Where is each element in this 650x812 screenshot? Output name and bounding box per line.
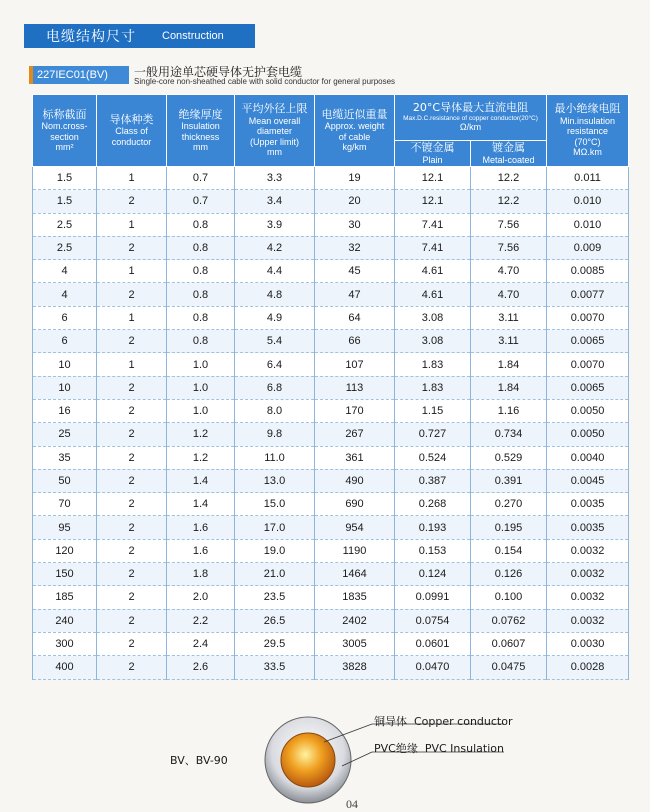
table-cell: 0.391 (471, 469, 547, 492)
table-row (33, 609, 629, 632)
table-cell: 0.0077 (547, 283, 629, 306)
table-cell: 0.0065 (547, 376, 629, 399)
table-cell: 19 (315, 167, 395, 190)
table-cell: 0.193 (395, 516, 471, 539)
table-cell: 12.2 (471, 167, 547, 190)
table-cell: 12.1 (395, 190, 471, 213)
table-cell: 2.5 (33, 213, 97, 236)
page-number: 04 (346, 797, 358, 811)
table-cell: 0.7 (167, 167, 235, 190)
table-cell: 0.8 (167, 260, 235, 283)
table-cell: 3005 (315, 632, 395, 655)
table-cell: 113 (315, 376, 395, 399)
cable-diagram (24, 710, 630, 809)
table-row (33, 236, 629, 259)
table-cell: 0.270 (471, 493, 547, 516)
table-cell: 13.0 (235, 469, 315, 492)
table-cell: 1.5 (33, 167, 97, 190)
model-desc-en: Single-core non-sheathed cable with solid conductor for general purposes (134, 77, 396, 86)
table-cell: 0.0050 (547, 423, 629, 446)
table-row (33, 563, 629, 586)
table-cell: 12.2 (471, 190, 547, 213)
table-cell: 1.6 (167, 516, 235, 539)
table-row (33, 586, 629, 609)
model-desc-zh: 一般用途单芯硬导体无护套电缆 (134, 65, 303, 79)
table-cell: 1.83 (395, 376, 471, 399)
table-cell: 0.124 (395, 563, 471, 586)
table-cell: 3.08 (395, 330, 471, 353)
table-cell: 0.0028 (547, 656, 629, 679)
table-cell: 0.0050 (547, 399, 629, 422)
table-cell: 0.8 (167, 283, 235, 306)
table-cell: 3.11 (471, 330, 547, 353)
table-row (33, 423, 629, 446)
table-cell: 1.2 (167, 446, 235, 469)
table-cell: 12.1 (395, 167, 471, 190)
table-row (33, 376, 629, 399)
table-cell: 1.16 (471, 399, 547, 422)
table-cell: 0.0475 (471, 656, 547, 679)
table-cell: 2 (97, 469, 167, 492)
table-cell: 0.0032 (547, 609, 629, 632)
table-cell: 300 (33, 632, 97, 655)
table-cell: 2 (97, 446, 167, 469)
table-cell: 50 (33, 469, 97, 492)
table-row (33, 283, 629, 306)
table-cell: 4.4 (235, 260, 315, 283)
table-cell: 1.5 (33, 190, 97, 213)
col-header-dc-resistance: 20°C导体最大直流电阻 Max.D.C.resistance of copper conductor(20°C) Ω/km (395, 95, 547, 141)
table-cell: 0.0601 (395, 632, 471, 655)
table-cell: 0.0065 (547, 330, 629, 353)
table-cell: 45 (315, 260, 395, 283)
table-cell: 1 (97, 353, 167, 376)
table-cell: 9.8 (235, 423, 315, 446)
table-row (33, 306, 629, 329)
table-cell: 2 (97, 539, 167, 562)
section-banner (24, 24, 255, 48)
table-cell: 240 (33, 609, 97, 632)
table-cell: 4.9 (235, 306, 315, 329)
table-cell: 11.0 (235, 446, 315, 469)
table-cell: 1190 (315, 539, 395, 562)
table-row (33, 260, 629, 283)
section-title-zh: 电缆结构尺寸 (46, 29, 136, 45)
table-cell: 0.010 (547, 213, 629, 236)
table-cell: 4.61 (395, 260, 471, 283)
table-cell: 26.5 (235, 609, 315, 632)
col-header-metal-coated: 镀金属 Metal-coated (471, 141, 547, 167)
table-row (33, 632, 629, 655)
table-cell: 15.0 (235, 493, 315, 516)
table-cell: 1 (97, 213, 167, 236)
table-cell: 1.0 (167, 376, 235, 399)
table-cell: 2 (97, 423, 167, 446)
table-cell: 490 (315, 469, 395, 492)
table-cell: 0.153 (395, 539, 471, 562)
table-cell: 6 (33, 306, 97, 329)
table-cell: 2 (97, 190, 167, 213)
table-row (33, 399, 629, 422)
table-cell: 0.0030 (547, 632, 629, 655)
table-cell: 29.5 (235, 632, 315, 655)
table-cell: 66 (315, 330, 395, 353)
table-cell: 0.727 (395, 423, 471, 446)
table-cell: 1.83 (395, 353, 471, 376)
table-cell: 0.524 (395, 446, 471, 469)
table-cell: 6.8 (235, 376, 315, 399)
table-cell: 0.0070 (547, 306, 629, 329)
table-cell: 0.009 (547, 236, 629, 259)
table-cell: 0.8 (167, 213, 235, 236)
section-title-en: Construction (162, 30, 224, 42)
table-cell: 2402 (315, 609, 395, 632)
table-cell: 2 (97, 563, 167, 586)
table-cell: 0.268 (395, 493, 471, 516)
table-cell: 0.0032 (547, 586, 629, 609)
table-cell: 1.84 (471, 353, 547, 376)
table-cell: 120 (33, 539, 97, 562)
table-cell: 170 (315, 399, 395, 422)
table-cell: 954 (315, 516, 395, 539)
conductor-label: 铜导体 Copper conductor (374, 715, 513, 728)
table-row (33, 469, 629, 492)
table-cell: 0.7 (167, 190, 235, 213)
table-cell: 0.0991 (395, 586, 471, 609)
table-cell: 1.2 (167, 423, 235, 446)
table-row (33, 353, 629, 376)
table-cell: 400 (33, 656, 97, 679)
table-cell: 1 (97, 260, 167, 283)
table-cell: 3.08 (395, 306, 471, 329)
model-heading (24, 61, 630, 88)
table-cell: 0.8 (167, 306, 235, 329)
table-cell: 95 (33, 516, 97, 539)
table-cell: 0.126 (471, 563, 547, 586)
table-cell: 7.41 (395, 213, 471, 236)
table-row (33, 213, 629, 236)
table-row (33, 190, 629, 213)
table-cell: 690 (315, 493, 395, 516)
table-cell: 7.56 (471, 236, 547, 259)
table-cell: 2 (97, 376, 167, 399)
table-cell: 2.2 (167, 609, 235, 632)
table-cell: 1464 (315, 563, 395, 586)
table-cell: 0.0040 (547, 446, 629, 469)
table-cell: 2.6 (167, 656, 235, 679)
table-row (33, 493, 629, 516)
table-cell: 19.0 (235, 539, 315, 562)
table-cell: 1 (97, 167, 167, 190)
table-cell: 21.0 (235, 563, 315, 586)
col-header-conductor-class: 导体种类 Class of conductor (97, 95, 167, 167)
table-cell: 1.84 (471, 376, 547, 399)
table-cell: 0.8 (167, 330, 235, 353)
table-cell: 2.4 (167, 632, 235, 655)
table-cell: 1.6 (167, 539, 235, 562)
table-row (33, 656, 629, 679)
table-cell: 70 (33, 493, 97, 516)
table-cell: 2 (97, 493, 167, 516)
table-cell: 0.0032 (547, 539, 629, 562)
table-cell: 4.70 (471, 283, 547, 306)
table-cell: 32 (315, 236, 395, 259)
table-body (33, 167, 629, 680)
table-row (33, 539, 629, 562)
table-cell: 47 (315, 283, 395, 306)
table-cell: 0.0070 (547, 353, 629, 376)
table-cell: 33.5 (235, 656, 315, 679)
col-header-insulation-thickness: 绝缘厚度 Insulation thickness mm (167, 95, 235, 167)
table-cell: 30 (315, 213, 395, 236)
table-cell: 7.56 (471, 213, 547, 236)
table-cell: 361 (315, 446, 395, 469)
table-cell: 3.11 (471, 306, 547, 329)
table-cell: 3.4 (235, 190, 315, 213)
table-cell: 1.0 (167, 399, 235, 422)
table-cell: 2 (97, 236, 167, 259)
table-cell: 4 (33, 283, 97, 306)
table-cell: 6.4 (235, 353, 315, 376)
table-row (33, 330, 629, 353)
table-cell: 4.61 (395, 283, 471, 306)
table-cell: 4 (33, 260, 97, 283)
table-cell: 0.195 (471, 516, 547, 539)
table-cell: 2 (97, 586, 167, 609)
table-cell: 0.0035 (547, 516, 629, 539)
table-cell: 0.154 (471, 539, 547, 562)
diagram-model-label: BV、BV-90 (170, 754, 228, 767)
table-cell: 107 (315, 353, 395, 376)
table-cell: 0.0754 (395, 609, 471, 632)
table-cell: 0.8 (167, 236, 235, 259)
table-cell: 8.0 (235, 399, 315, 422)
table-cell: 1835 (315, 586, 395, 609)
table-cell: 267 (315, 423, 395, 446)
table-row (33, 516, 629, 539)
table-cell: 0.0607 (471, 632, 547, 655)
table-cell: 0.387 (395, 469, 471, 492)
table-cell: 20 (315, 190, 395, 213)
table-cell: 7.41 (395, 236, 471, 259)
table-cell: 23.5 (235, 586, 315, 609)
table-cell: 64 (315, 306, 395, 329)
table-cell: 0.011 (547, 167, 629, 190)
table-row (33, 167, 629, 190)
table-cell: 16 (33, 399, 97, 422)
table-cell: 3828 (315, 656, 395, 679)
table-cell: 6 (33, 330, 97, 353)
table-cell: 2 (97, 516, 167, 539)
table-cell: 10 (33, 376, 97, 399)
table-cell: 0.0035 (547, 493, 629, 516)
table-cell: 2 (97, 609, 167, 632)
table-cell: 4.2 (235, 236, 315, 259)
table-cell: 0.0762 (471, 609, 547, 632)
table-cell: 35 (33, 446, 97, 469)
col-header-plain: 不镀金属 Plain (395, 141, 471, 167)
table-cell: 4.70 (471, 260, 547, 283)
table-cell: 17.0 (235, 516, 315, 539)
table-cell: 0.529 (471, 446, 547, 469)
table-cell: 0.0470 (395, 656, 471, 679)
table-cell: 10 (33, 353, 97, 376)
table-cell: 0.734 (471, 423, 547, 446)
model-code-tag: 227IEC01(BV) (29, 66, 129, 84)
table-cell: 2 (97, 399, 167, 422)
table-cell: 0.100 (471, 586, 547, 609)
table-cell: 1.0 (167, 353, 235, 376)
table-cell: 2.0 (167, 586, 235, 609)
table-cell: 3.3 (235, 167, 315, 190)
table-cell: 1.4 (167, 493, 235, 516)
table-cell: 2 (97, 330, 167, 353)
table-cell: 2 (97, 283, 167, 306)
table-cell: 0.010 (547, 190, 629, 213)
insulation-label: PVC绝缘 PVC Insulation (374, 742, 504, 755)
table-cell: 1.15 (395, 399, 471, 422)
table-cell: 3.9 (235, 213, 315, 236)
table-row (33, 446, 629, 469)
construction-table (32, 94, 629, 680)
table-cell: 4.8 (235, 283, 315, 306)
table-cell: 25 (33, 423, 97, 446)
col-header-mean-diameter: 平均外径上限 Mean overall diameter (Upper limit) mm (235, 95, 315, 167)
table-cell: 1.4 (167, 469, 235, 492)
table-cell: 150 (33, 563, 97, 586)
table-cell: 1 (97, 306, 167, 329)
table-cell: 2.5 (33, 236, 97, 259)
table-cell: 2 (97, 632, 167, 655)
col-header-cross-section: 标称截面 Nom.cross- section mm² (33, 95, 97, 167)
table-cell: 2 (97, 656, 167, 679)
col-header-insulation-resistance: 最小绝缘电阻 Min.insulation resistance (70°C) MΩ.km (547, 95, 629, 167)
table-cell: 0.0032 (547, 563, 629, 586)
table-cell: 5.4 (235, 330, 315, 353)
cable-cross-section-icon (24, 710, 630, 809)
col-header-weight: 电缆近似重量 Approx. weight of cable kg/km (315, 95, 395, 167)
table-cell: 1.8 (167, 563, 235, 586)
table-cell: 0.0045 (547, 469, 629, 492)
table-cell: 185 (33, 586, 97, 609)
table-cell: 0.0085 (547, 260, 629, 283)
